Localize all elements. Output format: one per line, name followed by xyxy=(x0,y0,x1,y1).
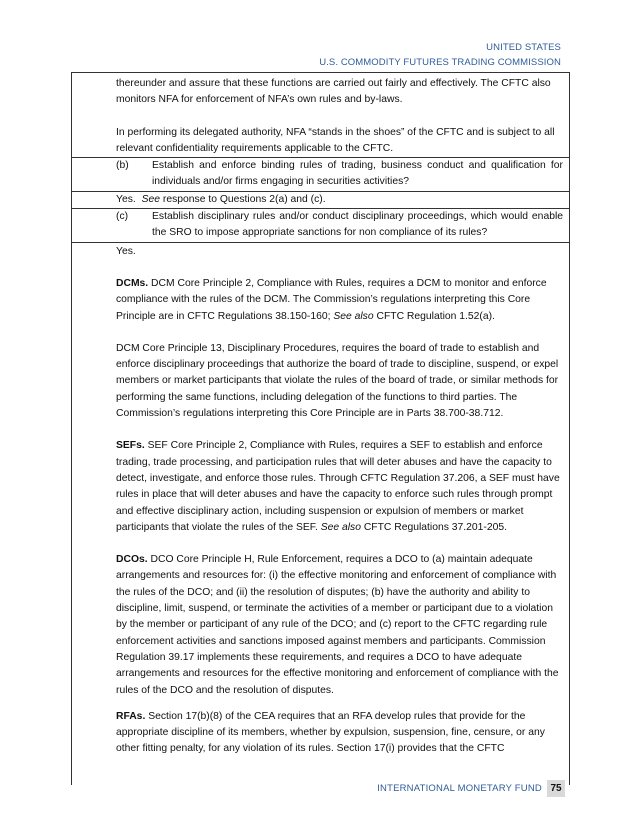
sef-text: SEF Core Principle 2, Compliance with Rules, requires a SEF to establish and enforce trading, trade processing, and participation rules that will deter abuses and have the capacity to detect, investigate, and enforce those rules. Through CFTC Regulation 37.206, a SEF must have rules in place that will deter abuses and have the capacity to enforce such rules through prompt and effective disciplinary action, including suspension or expulsion of members or market participants that violate the rules of the SEF. xyxy=(116,440,560,533)
dcm-end: CFTC Regulation 1.52(a). xyxy=(373,310,495,322)
intro-paragraph: thereunder and assure that these functions are carried out fairly and effectively. The CFTC also monitors NFA for enforcement of NFA’s own rules and by-laws. xyxy=(116,78,551,106)
sef-label: SEFs. xyxy=(116,440,145,452)
sef-paragraph xyxy=(116,438,563,536)
rfa-label: RFAs. xyxy=(116,710,146,722)
header-agency: U.S. COMMODITY FUTURES TRADING COMMISSION xyxy=(319,57,561,68)
header-country: UNITED STATES xyxy=(486,42,561,53)
question-b-text: Establish and enforce binding rules of trading, business conduct and qualification for individuals and/or firms engaging in securities activities? xyxy=(152,160,563,188)
dco-paragraph xyxy=(116,552,563,699)
dco-label: DCOs. xyxy=(116,554,148,566)
rfa-text: Section 17(b)(8) of the CEA requires that an RFA develop rules that provide for the appropriate discipline of its members, whether by expulsion, suspension, fine, censure, or any other fitting penalty, for any violation of its rules. Section 17(i) provides that the CFTC xyxy=(116,710,545,755)
question-b-letter: (b) xyxy=(116,160,129,172)
delegated-authority-paragraph: In performing its delegated authority, NFA “stands in the shoes” of the CFTC and is subject to all relevant confidentiality requirements applicable to the CFTC. xyxy=(116,126,555,154)
dcm-see-also: See also xyxy=(333,310,374,322)
answer-b-text: response to Questions 2(a) and (c). xyxy=(162,193,326,205)
dcm-text: DCM Core Principle 2, Compliance with Rules, requires a DCM to monitor and enforce compliance with the rules of the DCM. The Commission’s regulations interpreting this Core Principle are in CFTC Regulations 38.150-160; xyxy=(116,277,547,322)
answer-table xyxy=(71,72,570,785)
answer-b-see: See xyxy=(141,193,161,205)
question-c-row xyxy=(72,209,569,242)
dcm-paragraph-1 xyxy=(116,276,563,325)
question-c-text: Establish disciplinary rules and/or conduct disciplinary proceedings, which would enable the SRO to impose appropriate sanctions for non compliance of its rules? xyxy=(152,211,563,239)
answer-b-row xyxy=(72,192,569,208)
sef-see-also: See also xyxy=(320,521,361,533)
rfa-paragraph xyxy=(116,709,563,758)
question-c-letter: (c) xyxy=(116,211,129,223)
dco-text: DCO Core Principle H, Rule Enforcement, requires a DCO to (a) maintain adequate arrangements and resources for: (i) the effective monitoring and enforcement of compliance with the rules of the DCO; and (ii) the resolution of disputes; (b) have the authority and ability to discipline, limit, suspend, or terminate the activities of a member or participant due to a violation by the member or participant of any rule of the DCO; and (c) report to the CFTC regarding rule enforcement activities and sanctions imposed against members and participants. Commission Regulation 39.17 implements these requirements, and requires a DCO to have adequate arrangements and resources for the effective monitoring and enforcement of compliance with the rules of the DCO and the resolution of disputes. xyxy=(116,554,559,696)
dcm-label: DCMs. xyxy=(116,277,149,289)
footer-org: INTERNATIONAL MONETARY FUND xyxy=(377,783,542,794)
page-footer xyxy=(0,779,640,799)
dcm-paragraph-2: DCM Core Principle 13, Disciplinary Procedures, requires the board of trade to establish and enforce disciplinary proceedings that authorize the board of trade to discipline, suspend, or expel members or market participants that violate the rules of the board of trade, or similar methods for performing the same functions, including delegation of the functions to third parties. The Commission’s regulations interpreting this Core Principle are in Parts 38.700-38.712. xyxy=(116,342,559,420)
answer-b-yes: Yes. xyxy=(116,193,136,205)
answer-c-yes: Yes. xyxy=(116,245,136,257)
question-b-row xyxy=(72,158,569,191)
sef-end: CFTC Regulations 37.201-205. xyxy=(360,521,507,533)
page-number: 75 xyxy=(547,780,565,797)
